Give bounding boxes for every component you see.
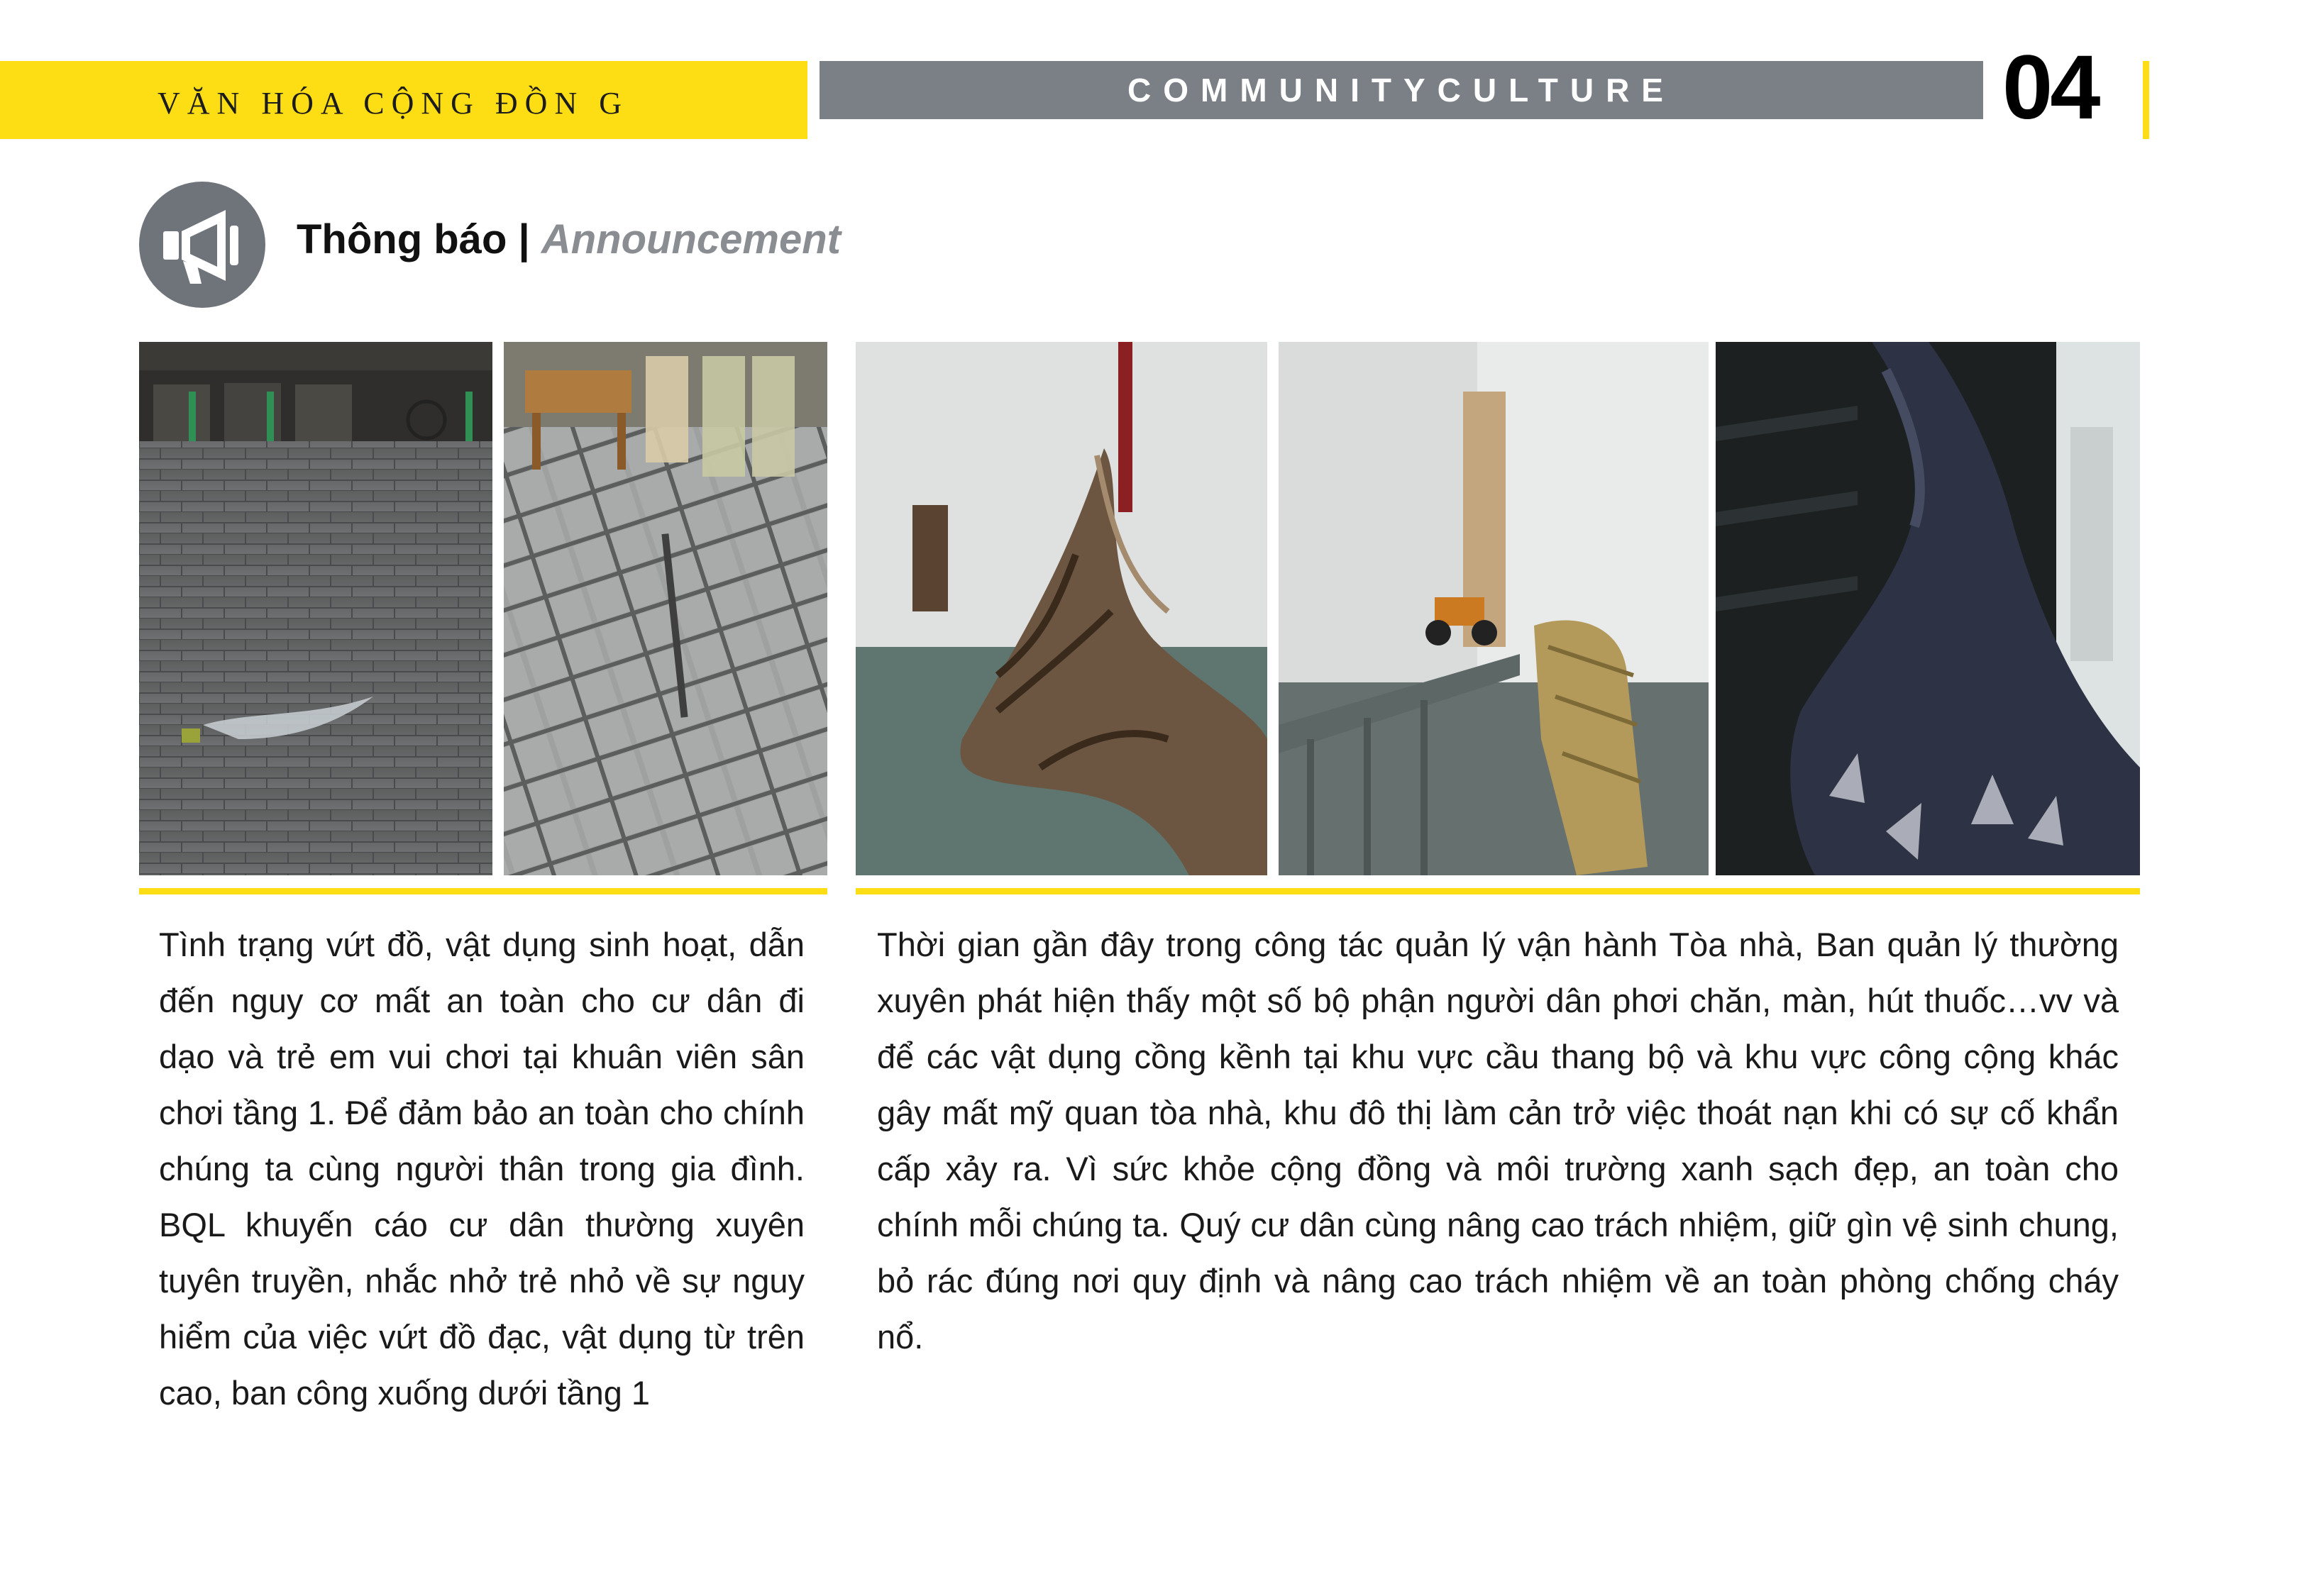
page-number-accent-bar [2143, 61, 2149, 139]
right-divider [856, 888, 2140, 894]
announcement-title-vi: Thông báo [297, 216, 507, 262]
title-separator: | [518, 216, 530, 262]
left-paragraph: Tình trạng vứt đồ, vật dụng sinh hoạt, dẫn đến nguy cơ mất an toàn cho cư dân đi dạo và trẻ em vui chơi tại khuân viên sân chơi tầng 1. Để đảm bảo an toàn cho chính chúng ta cùng người thân trong gia đình. BQL khuyến cáo cư dân thường xuyên tuyên truyền, nhắc nhở trẻ nhỏ về sự nguy hiểm của việc vứt đồ đạc, vật dụng từ trên cao, ban công xuống dưới tầng 1 [159, 926, 805, 1412]
left-divider [139, 888, 827, 894]
photo-driftwood-hallway [856, 342, 1267, 875]
photo-stairwell-blanket [1716, 342, 2140, 875]
page-number: 04 [2002, 37, 2098, 138]
photo-courtyard-furniture [504, 342, 827, 875]
section-title-en: COMMUNITYCULTURE [1127, 72, 1675, 109]
announcement-title-en: Announcement [541, 216, 841, 262]
right-paragraph: Thời gian gần đây trong công tác quản lý vận hành Tòa nhà, Ban quản lý thường xuyên phát hiện thấy một số bộ phận người dân phơi chăn, màn, hút thuốc…vv và để các vật dụng cồng kềnh tại khu vực cầu thang bộ và khu vực công cộng khác gây mất mỹ quan tòa nhà, khu đô thị làm cản trở việc thoát nạn khi có sự cố khẩn cấp xảy ra. Vì sức khỏe cộng đồng và môi trường xanh sạch đẹp, an toàn cho chính mỗi chúng ta. Quý cư dân cùng nâng cao trách nhiệm, giữ gìn vệ sinh chung, bỏ rác đúng nơi quy định và nâng cao trách nhiệm về an toàn phòng chống cháy nổ. [877, 926, 2119, 1356]
megaphone-icon [139, 182, 265, 308]
photo-courtyard-litter [139, 342, 492, 875]
photo-stairwell-items [1279, 342, 1709, 875]
announcement-title [297, 211, 841, 268]
section-title-vi: VĂN HÓA CỘNG ĐỒN G [158, 86, 629, 121]
